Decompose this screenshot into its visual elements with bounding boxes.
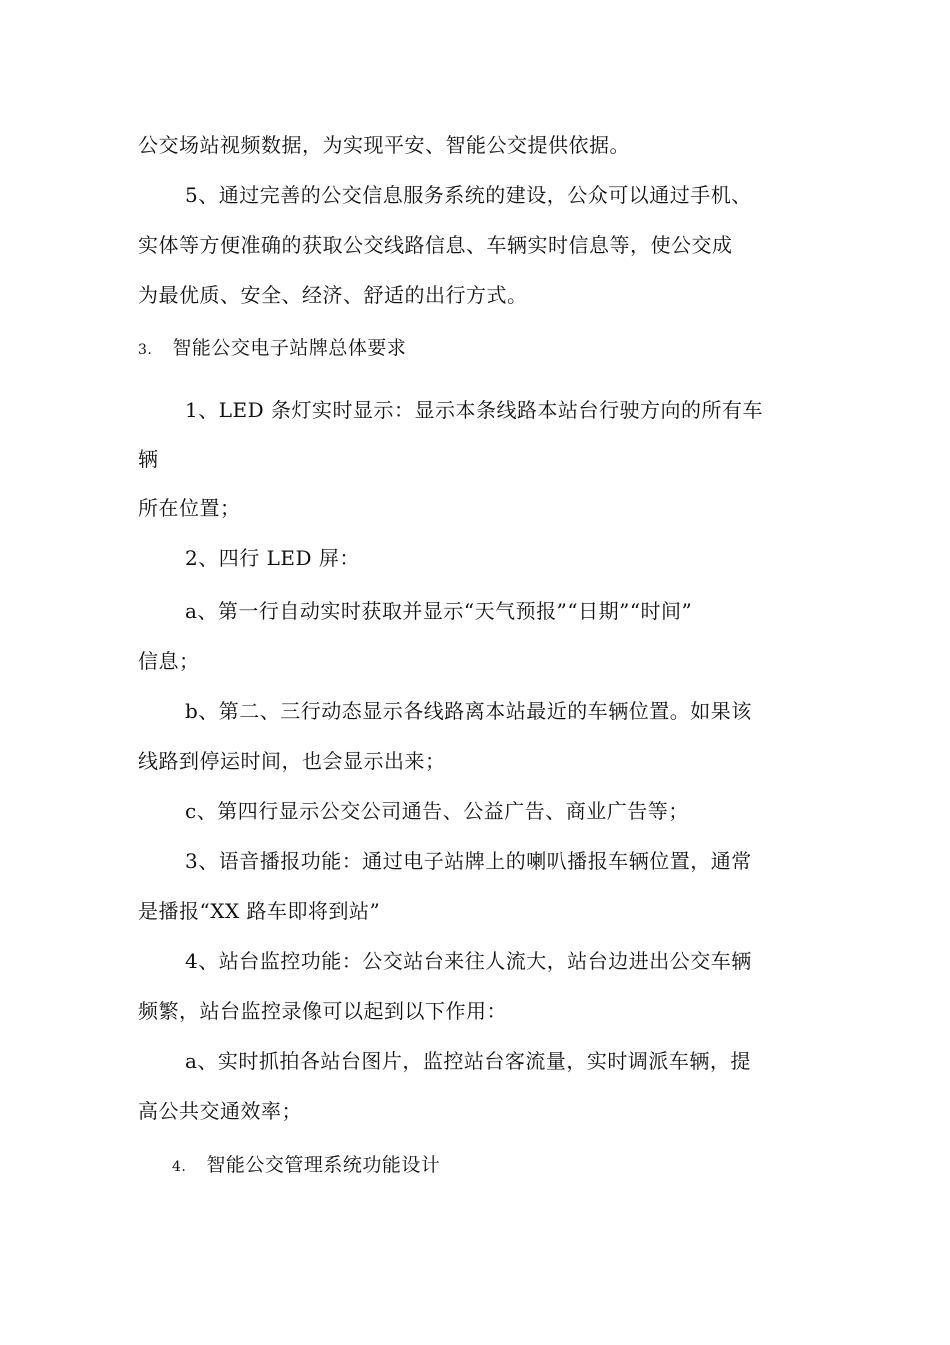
section-title: 智能公交电子站牌总体要求 (172, 337, 407, 359)
section-title: 智能公交管理系统功能设计 (206, 1154, 441, 1176)
section-heading-3 (138, 335, 406, 363)
section-number: 3. (138, 342, 153, 358)
paragraph-line: 是播报“XX 路车即将到站” (138, 899, 381, 923)
paragraph-line: a、第一行自动实时获取并显示“天气预报”“日期”“时间” (185, 599, 693, 623)
paragraph-line: 1、LED 条灯实时显示：显示本条线路本站台行驶方向的所有车 (185, 398, 763, 422)
section-heading-4 (172, 1152, 440, 1180)
paragraph-line: 信息； (138, 649, 200, 673)
paragraph-line: 实体等方便准确的获取公交线路信息、车辆实时信息等，使公交成 (138, 233, 733, 257)
paragraph-line: 线路到停运时间，也会显示出来； (138, 749, 446, 773)
paragraph-line: 频繁，站台监控录像可以起到以下作用： (138, 999, 507, 1023)
paragraph-line: 公交场站视频数据，为实现平安、智能公交提供依据。 (138, 133, 630, 157)
paragraph-line: 3、语音播报功能：通过电子站牌上的喇叭播报车辆位置，通常 (185, 849, 752, 873)
paragraph-line: 所在位置； (138, 496, 241, 520)
paragraph-line: 2、四行 LED 屏： (185, 546, 360, 570)
paragraph-line: 4、站台监控功能：公交站台来往人流大，站台边进出公交车辆 (185, 949, 752, 973)
paragraph-line: 辆 (138, 447, 159, 471)
paragraph-line: 5、通过完善的公交信息服务系统的建设，公众可以通过手机、 (185, 183, 752, 207)
paragraph-line: b、第二、三行动态显示各线路离本站最近的车辆位置。如果该 (185, 699, 752, 723)
paragraph-line: a、实时抓拍各站台图片，监控站台客流量，实时调派车辆，提 (185, 1049, 751, 1073)
paragraph-line: c、第四行显示公交公司通告、公益广告、商业广告等； (185, 799, 689, 823)
paragraph-line: 为最优质、安全、经济、舒适的出行方式。 (138, 283, 528, 307)
section-number: 4. (172, 1159, 187, 1175)
paragraph-line: 高公共交通效率； (138, 1099, 302, 1123)
